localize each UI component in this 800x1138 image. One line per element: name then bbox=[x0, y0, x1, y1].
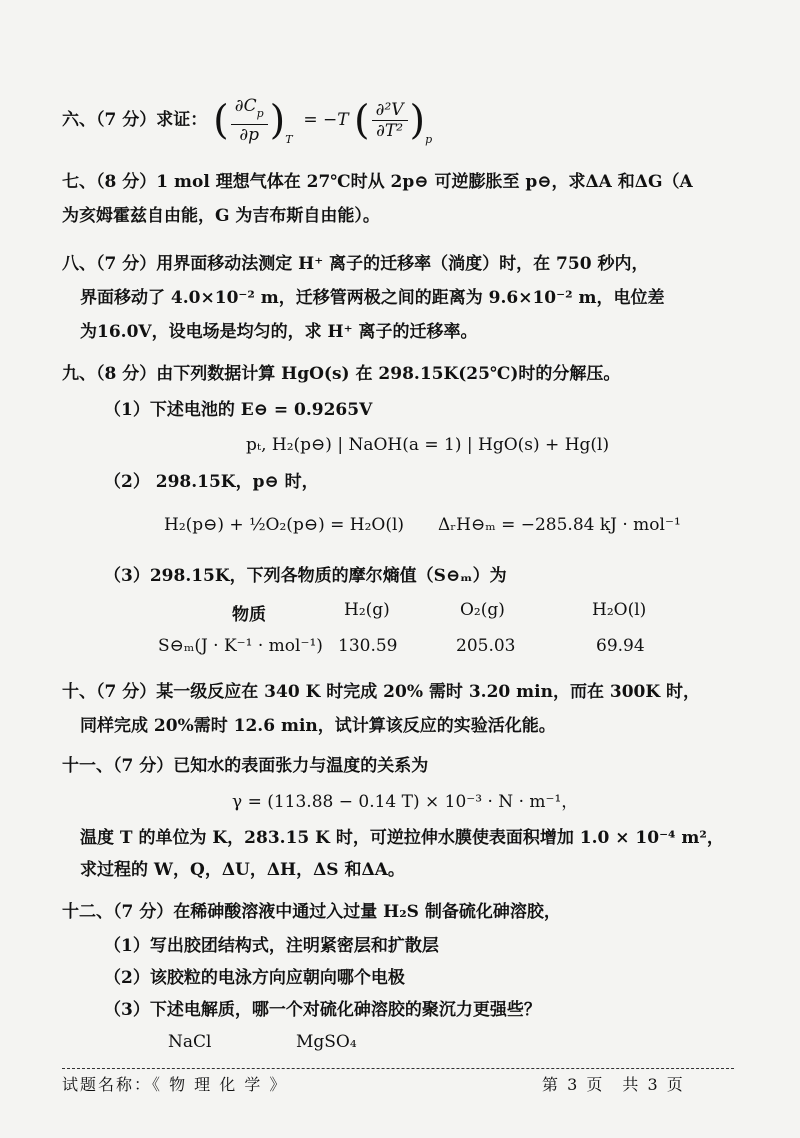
q9-line1: 九、（8 分）由下列数据计算 HgO(s) 在 298.15K(25℃)时的分解压。 bbox=[62, 364, 621, 384]
q7-line1: 七、（8 分）1 mol 理想气体在 27℃时从 2p⊖ 可逆膨胀至 p⊖，求ΔA 和ΔG（A bbox=[62, 172, 693, 192]
q12-salt-nacl: NaCl bbox=[168, 1032, 212, 1052]
q9-reaction: H₂(p⊖) + ½O₂(p⊖) = H₂O(l) bbox=[164, 515, 405, 535]
footer-title: 试题名称：《 物 理 化 学 》 bbox=[62, 1075, 288, 1094]
table-value-o2: 205.03 bbox=[456, 636, 516, 656]
table-value-h2: 130.59 bbox=[338, 636, 398, 656]
q12-item2: （2）该胶粒的电泳方向应朝向哪个电极 bbox=[104, 968, 405, 988]
q8-line2: 界面移动了 4.0×10⁻² m，迁移管两极之间的距离为 9.6×10⁻² m，电位差 bbox=[80, 288, 665, 308]
table-value-h2o: 69.94 bbox=[596, 636, 645, 656]
q9-item2: （2） 298.15K，p⊖ 时， bbox=[104, 472, 319, 492]
q10-line2: 同样完成 20%需时 12.6 min，试计算该反应的实验活化能。 bbox=[80, 716, 556, 736]
table-header-substance: 物质 bbox=[232, 605, 266, 625]
q10-line1: 十、（7 分）某一级反应在 340 K 时完成 20% 需时 3.20 min，而在 300K 时， bbox=[62, 682, 701, 702]
footer-divider bbox=[62, 1068, 734, 1069]
q6-formula: ( $\frac{\partial C_p}{\partial p}$ )$_T = -T$ ( $\frac{\text{∂²V}}{\text{∂T²}}$ )$_p$ bbox=[213, 96, 433, 146]
q11-line3: 求过程的 W，Q，ΔU，ΔH，ΔS 和ΔA。 bbox=[80, 860, 405, 880]
table-header-h2o: H₂O(l) bbox=[592, 600, 647, 620]
table-header-h2: H₂(g) bbox=[344, 600, 390, 620]
q7-line2: 为亥姆霍兹自由能，G 为吉布斯自由能）。 bbox=[62, 206, 380, 226]
table-row-label: S⊖ₘ(J · K⁻¹ · mol⁻¹) bbox=[158, 636, 323, 656]
q9-item1: （1）下述电池的 E⊖ = 0.9265V bbox=[104, 400, 373, 420]
q12-line1: 十二、（7 分）在稀砷酸溶液中通过入过量 H₂S 制备硫化砷溶胶， bbox=[62, 902, 561, 922]
q12-item1: （1）写出胶团结构式，注明紧密层和扩散层 bbox=[104, 936, 439, 956]
q12-salt-mgso4: MgSO₄ bbox=[296, 1032, 357, 1052]
q12-item3: （3）下述电解质，哪一个对硫化砷溶胶的聚沉力更强些？ bbox=[104, 1000, 541, 1020]
footer-page: 第 3 页 共 3 页 bbox=[542, 1075, 685, 1094]
table-header-o2: O₂(g) bbox=[460, 600, 505, 620]
q9-item3: （3）298.15K，下列各物质的摩尔熵值（S⊖ₘ）为 bbox=[104, 566, 507, 586]
q9-cell: pₜ, H₂(p⊖) | NaOH(a = 1) | HgO(s) + Hg(l) bbox=[246, 435, 610, 455]
q11-line1: 十一、（7 分）已知水的表面张力与温度的关系为 bbox=[62, 756, 429, 776]
q6-label: 六、（7 分）求证： bbox=[62, 110, 208, 130]
q6-line bbox=[62, 96, 432, 160]
q8-line1: 八、（7 分）用界面移动法测定 H⁺ 离子的迁移率（淌度）时，在 750 秒内， bbox=[62, 254, 649, 274]
q11-formula: γ = (113.88 − 0.14 T) × 10⁻³ · N · m⁻¹， bbox=[232, 792, 579, 812]
q11-line2: 温度 T 的单位为 K，283.15 K 时，可逆拉伸水膜使表面积增加 1.0 × 10⁻⁴ m²， bbox=[80, 828, 724, 848]
q9-enthalpy: ΔᵣH⊖ₘ = −285.84 kJ · mol⁻¹ bbox=[438, 515, 681, 535]
q8-line3: 为16.0V，设电场是均匀的，求 H⁺ 离子的迁移率。 bbox=[80, 322, 478, 342]
